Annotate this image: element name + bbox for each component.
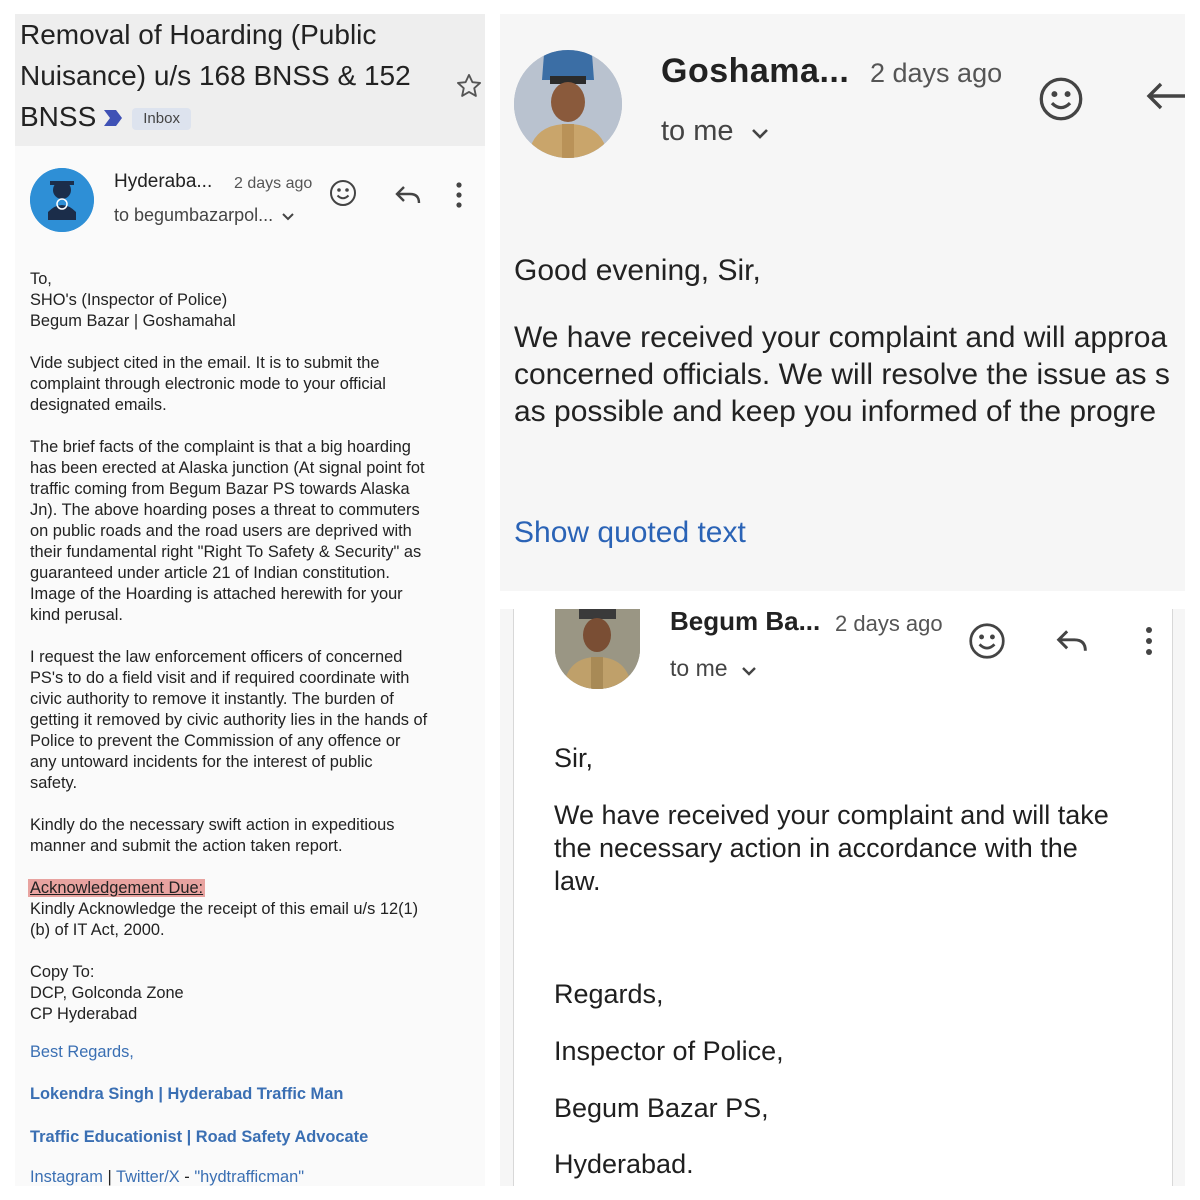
social-handle[interactable]: "hydtrafficman" <box>194 1168 305 1186</box>
show-quoted-text-link[interactable]: Show quoted text <box>514 516 746 549</box>
body-line: We have received your complaint and will approa <box>514 321 1168 354</box>
acknowledgement-heading: Acknowledgement Due: <box>30 879 204 897</box>
email-timestamp: 2 days ago <box>835 611 943 636</box>
body-line: their fundamental right "Right To Safety & Security" as <box>30 543 422 561</box>
subject-text: Removal of Hoarding (Public Nuisance) u/s 168 BNSS & 152 BNSS <box>20 19 411 132</box>
recipient-text: to me <box>670 655 728 681</box>
copy-to-heading: Copy To: <box>30 963 95 981</box>
body-line: on public roads and the road users are deprived with <box>30 522 412 540</box>
label-arrow-icon <box>102 98 124 139</box>
begumbazar-reply-panel <box>500 609 1185 1186</box>
body-line: complaint through electronic mode to your official <box>30 375 386 393</box>
more-vert-icon[interactable] <box>1143 624 1155 658</box>
chevron-down-icon[interactable] <box>281 206 295 227</box>
original-email-panel <box>15 14 485 1186</box>
sender-name[interactable]: Hyderaba... <box>114 171 213 192</box>
signature-city: Hyderabad. <box>554 1149 694 1179</box>
body-line: Begum Bazar | Goshamahal <box>30 312 236 330</box>
reply-icon[interactable] <box>1054 626 1090 656</box>
body-line: Vide subject cited in the email. It is to submit the <box>30 354 380 372</box>
recipient-line[interactable] <box>670 655 758 683</box>
sender-avatar[interactable] <box>555 609 640 689</box>
body-line: Kindly do the necessary swift action in expeditious <box>30 816 395 834</box>
emoji-icon[interactable] <box>1036 74 1086 124</box>
twitter-link[interactable]: Twitter/X <box>115 1168 180 1186</box>
sender-name[interactable]: Begum Ba... <box>670 609 821 636</box>
signature-name: Lokendra Singh | Hyderabad Traffic Man <box>30 1085 344 1103</box>
signature-title: Traffic Educationist | Road Safety Advocate <box>30 1128 369 1146</box>
body-line: guaranteed under article 21 of Indian constitution. <box>30 564 390 582</box>
sender-avatar[interactable] <box>30 168 94 232</box>
body-line: civic authority to remove it instantly. The burden of <box>30 690 394 708</box>
body-line: I request the law enforcement officers of concerned <box>30 648 403 666</box>
signature-regards: Regards, <box>554 979 664 1009</box>
email-subject <box>20 14 450 139</box>
body-line: getting it removed by civic authority lies in the hands of <box>30 711 428 729</box>
email-timestamp: 2 days ago <box>234 175 313 192</box>
back-arrow-icon[interactable] <box>1145 78 1185 114</box>
body-line: Kindly Acknowledge the receipt of this email u/s 12(1) <box>30 900 419 918</box>
body-line: (b) of IT Act, 2000. <box>30 921 165 939</box>
body-line: Image of the Hoarding is attached herewith for your <box>30 585 403 603</box>
chevron-down-icon[interactable] <box>740 656 758 683</box>
signature-regards: Best Regards, <box>30 1043 134 1061</box>
instagram-link[interactable]: Instagram <box>30 1168 103 1186</box>
body-line: designated emails. <box>30 396 167 414</box>
body-line: kind perusal. <box>30 606 123 624</box>
greeting-line: Good evening, Sir, <box>514 254 761 287</box>
body-line: any untoward incidents for the interest of public <box>30 753 373 771</box>
sender-avatar[interactable] <box>514 50 622 158</box>
copy-to-item: DCP, Golconda Zone <box>30 984 184 1002</box>
emoji-icon[interactable] <box>967 621 1007 661</box>
reply-body <box>554 799 1154 898</box>
recipient-text: to me <box>661 115 734 147</box>
reply-body <box>514 319 1170 430</box>
body-line: has been erected at Alaska junction (At signal point fot <box>30 459 425 477</box>
inbox-label-badge[interactable]: Inbox <box>132 108 191 130</box>
recipient-line[interactable] <box>114 205 295 227</box>
sender-name[interactable]: Goshama... <box>661 52 850 90</box>
chevron-down-icon[interactable] <box>750 116 770 149</box>
salutation-line: Sir, <box>554 743 594 773</box>
body-line: manner and submit the action taken report. <box>30 837 343 855</box>
body-line: To, <box>30 270 52 288</box>
recipient-text: to begumbazarpol... <box>114 205 274 225</box>
body-line: The brief facts of the complaint is that a big hoarding <box>30 438 411 456</box>
social-links <box>30 1167 475 1186</box>
recipient-line[interactable] <box>661 115 770 149</box>
goshamahal-reply-panel <box>500 14 1185 591</box>
email-timestamp: 2 days ago <box>870 58 1003 88</box>
email-body <box>30 269 475 1186</box>
body-line: safety. <box>30 774 78 792</box>
signature-station: Begum Bazar PS, <box>554 1093 769 1123</box>
body-line: law. <box>554 866 601 896</box>
body-line: SHO's (Inspector of Police) <box>30 291 228 309</box>
body-line: Jn). The above hoarding poses a threat to commuters <box>30 501 420 519</box>
body-line: as possible and keep you informed of the progre <box>514 395 1157 428</box>
reply-icon[interactable] <box>393 182 423 208</box>
signature-title: Inspector of Police, <box>554 1036 784 1066</box>
emoji-icon[interactable] <box>327 177 359 209</box>
social-dash: - <box>179 1168 195 1186</box>
body-line: traffic coming from Begum Bazar PS towards Alaska <box>30 480 410 498</box>
star-icon[interactable] <box>453 70 485 102</box>
social-separator: | <box>102 1168 116 1186</box>
body-line: the necessary action in accordance with the <box>554 833 1078 863</box>
body-line: concerned officials. We will resolve the issue as s <box>514 358 1170 391</box>
more-vert-icon[interactable] <box>453 180 465 210</box>
copy-to-item: CP Hyderabad <box>30 1005 138 1023</box>
body-line: PS's to do a field visit and if required coordinate with <box>30 669 410 687</box>
subject-header <box>15 14 485 146</box>
reply-card <box>513 609 1173 1186</box>
body-line: We have received your complaint and will take <box>554 800 1109 830</box>
body-line: Police to prevent the Commission of any offence or <box>30 732 401 750</box>
